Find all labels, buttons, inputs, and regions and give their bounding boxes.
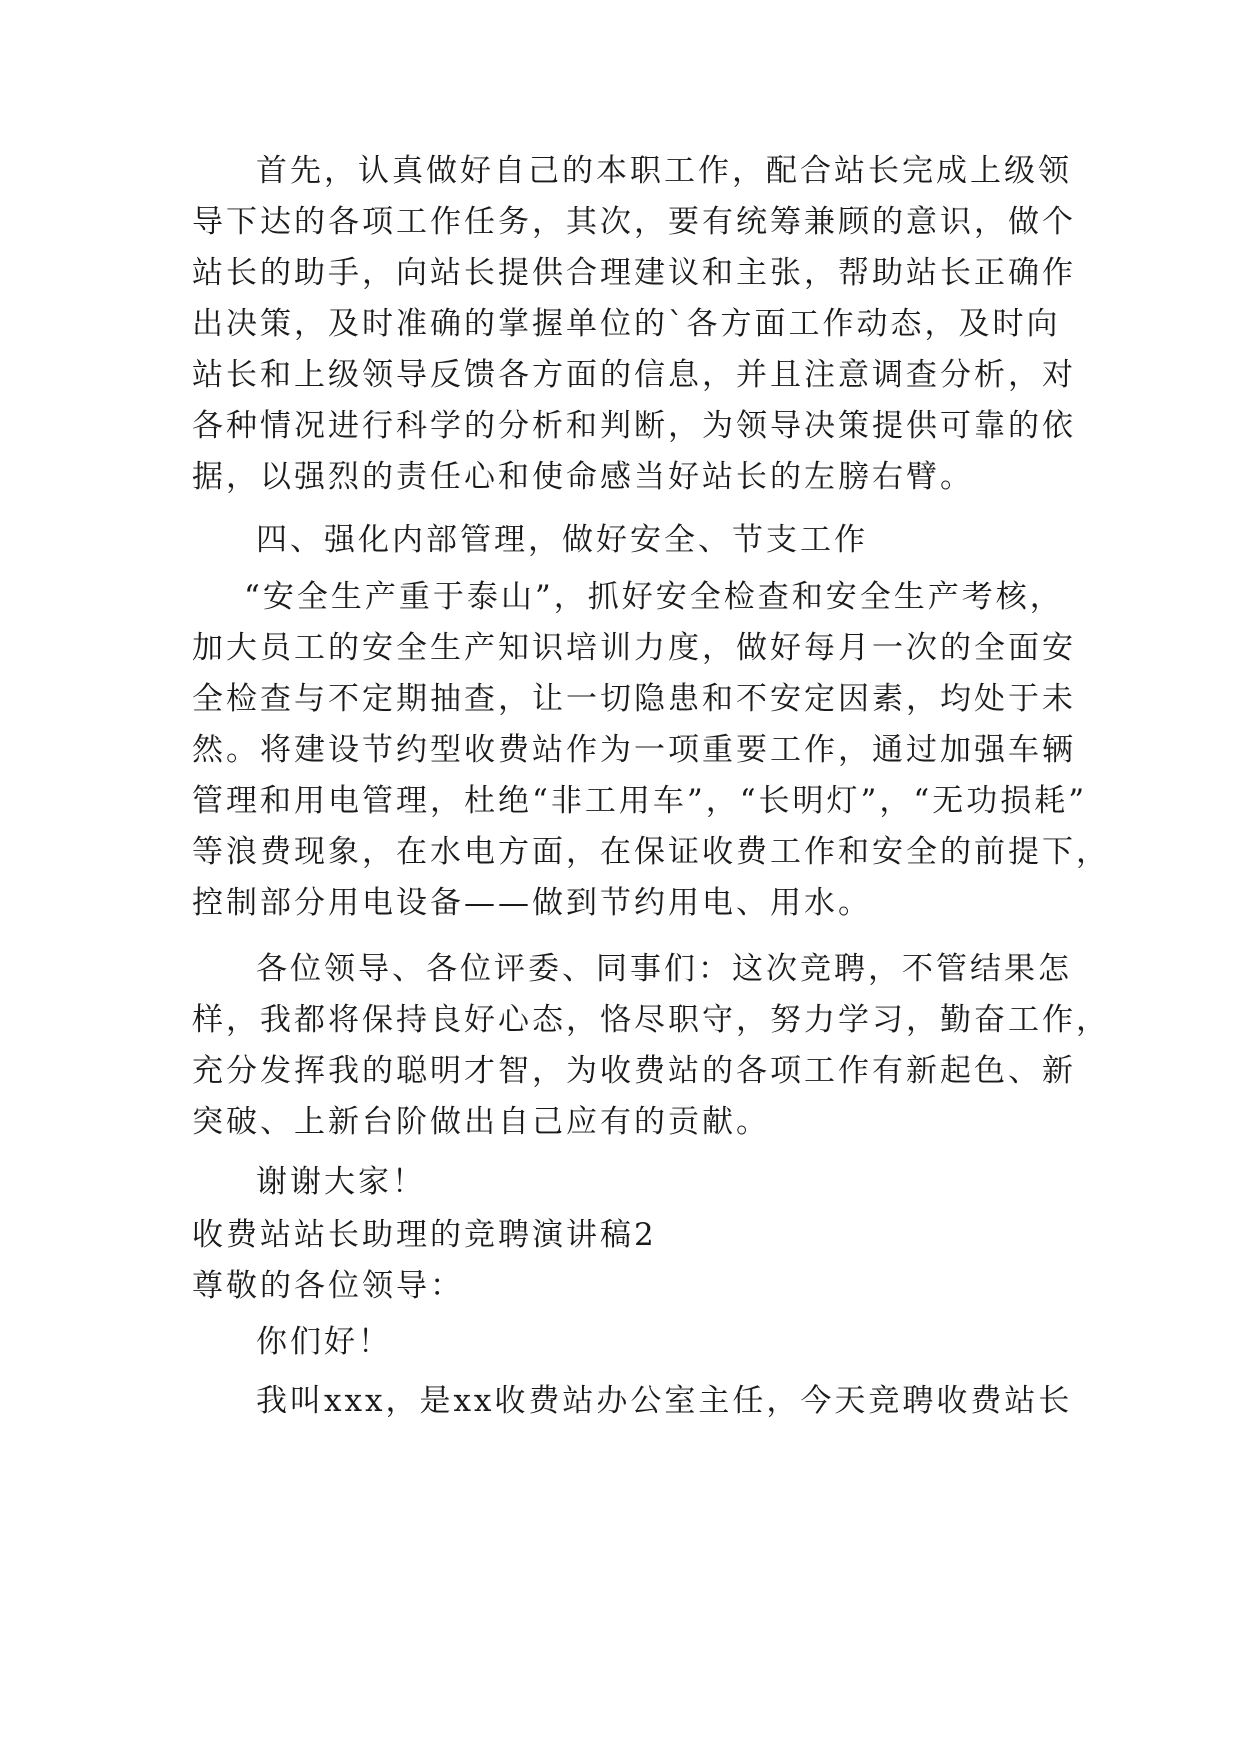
paragraph-line: 控制部分用电设备——做到节约用电、用水。 — [192, 885, 872, 921]
paragraph-line: 站长的助手，向站长提供合理建议和主张，帮助站长正确作 — [192, 255, 1076, 291]
paragraph-line: 然。将建设节约型收费站作为一项重要工作，通过加强车辆 — [192, 732, 1076, 768]
paragraph-line: 突破、上新台阶做出自己应有的贡献。 — [192, 1104, 770, 1140]
paragraph-line: 等浪费现象，在水电方面，在保证收费工作和安全的前提下， — [192, 834, 1110, 870]
greeting: 你们好！ — [256, 1324, 392, 1360]
paragraph-line: 据，以强烈的责任心和使命感当好站长的左膀右臂。 — [192, 459, 974, 495]
closing-thanks: 谢谢大家！ — [256, 1164, 426, 1200]
paragraph-line: 全检查与不定期抽查，让一切隐患和不安定因素，均处于未 — [192, 681, 1076, 717]
paragraph-line: “安全生产重于泰山”，抓好安全检查和安全生产考核， — [244, 579, 1064, 615]
speech-title: 收费站站长助理的竞聘演讲稿2 — [192, 1217, 657, 1253]
paragraph-line: 导下达的各项工作任务，其次，要有统筹兼顾的意识，做个 — [192, 204, 1076, 240]
paragraph-line: 我叫xxx，是xx收费站办公室主任，今天竞聘收费站长 — [256, 1383, 1073, 1419]
paragraph-line: 站长和上级领导反馈各方面的信息，并且注意调查分析，对 — [192, 357, 1076, 393]
paragraph-line: 充分发挥我的聪明才智，为收费站的各项工作有新起色、新 — [192, 1053, 1076, 1089]
paragraph-line: 加大员工的安全生产知识培训力度，做好每月一次的全面安 — [192, 630, 1076, 666]
salutation: 尊敬的各位领导： — [192, 1268, 464, 1304]
paragraph-line: 样，我都将保持良好心态，恪尽职守，努力学习，勤奋工作， — [192, 1002, 1110, 1038]
paragraph-line: 出决策，及时准确的掌握单位的`各方面工作动态，及时向 — [192, 306, 1061, 342]
section-heading: 四、强化内部管理，做好安全、节支工作 — [256, 522, 868, 558]
paragraph-line: 各位领导、各位评委、同事们：这次竞聘，不管结果怎 — [256, 951, 1072, 987]
paragraph-line: 首先，认真做好自己的本职工作，配合站长完成上级领 — [256, 153, 1072, 189]
paragraph-line: 各种情况进行科学的分析和判断，为领导决策提供可靠的依 — [192, 408, 1076, 444]
paragraph-line: 管理和用电管理，杜绝“非工用车”，“长明灯”，“无功损耗” — [192, 783, 1088, 819]
